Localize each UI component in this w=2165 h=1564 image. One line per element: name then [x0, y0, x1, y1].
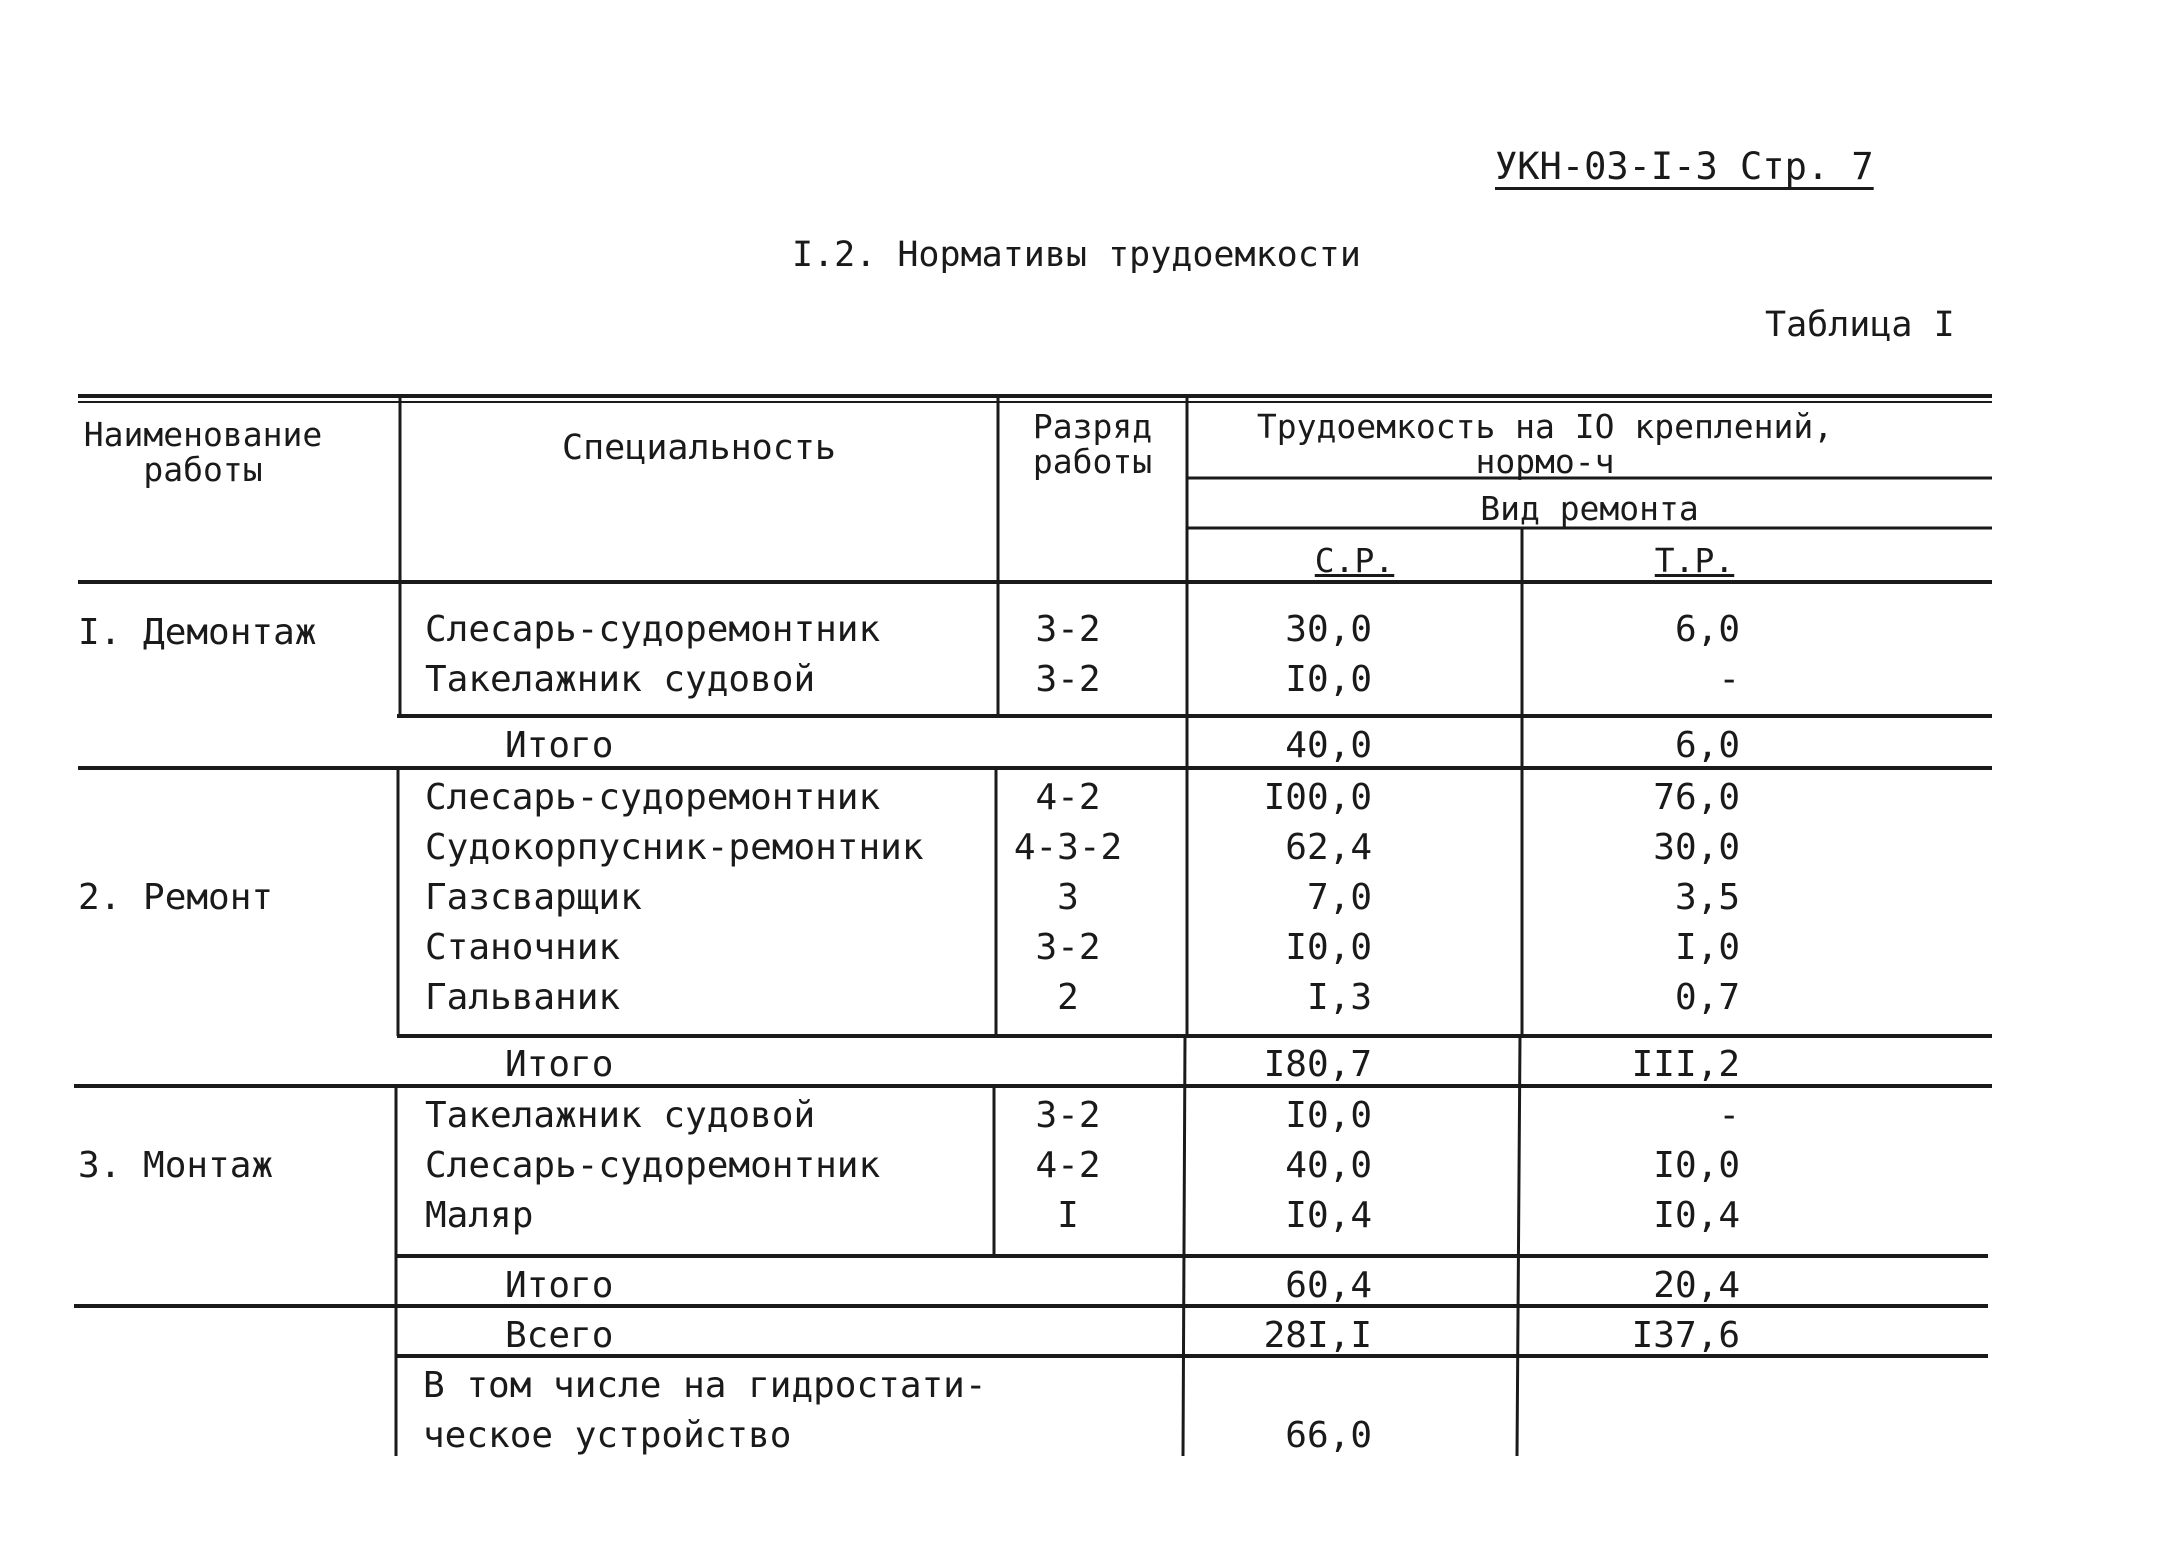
- subtotal-sr: 60,4: [1285, 1265, 1372, 1306]
- specialty-cell: Маляр: [425, 1195, 534, 1236]
- including-sr: 66,0: [1285, 1415, 1372, 1456]
- work-group-name: 2. Ремонт: [78, 877, 274, 918]
- grade-cell: 2: [1057, 977, 1079, 1018]
- grand-total-sr: 28I,I: [1263, 1315, 1372, 1356]
- work-group-name: 3. Монтаж: [78, 1145, 274, 1186]
- sr-cell: I,3: [1306, 977, 1372, 1018]
- subtotal-sr: 40,0: [1285, 725, 1372, 766]
- including-note-line1: В том числе на гидростати-: [423, 1365, 987, 1406]
- sr-cell: 7,0: [1306, 877, 1372, 918]
- tr-cell: -: [1718, 1095, 1740, 1136]
- subtotal-label: Итого: [505, 725, 614, 766]
- subtotal-tr: III,2: [1631, 1044, 1740, 1085]
- sr-cell: I0,0: [1285, 1095, 1372, 1136]
- sr-cell: 40,0: [1285, 1145, 1372, 1186]
- grade-cell: 3-2: [1035, 927, 1101, 968]
- including-note-line2: ческое устройство: [423, 1415, 792, 1456]
- specialty-cell: Такелажник судовой: [425, 1095, 816, 1136]
- specialty-cell: Слесарь-судоремонтник: [425, 1145, 881, 1186]
- grade-cell: I: [1057, 1195, 1079, 1236]
- column-header-work-name: Наименование работы: [83, 415, 323, 489]
- specialty-cell: Станочник: [425, 927, 621, 968]
- sr-cell: I0,4: [1285, 1195, 1372, 1236]
- sr-cell: I0,0: [1285, 927, 1372, 968]
- tr-cell: I0,4: [1653, 1195, 1740, 1236]
- grade-cell: 4-3-2: [1013, 827, 1123, 868]
- grade-cell: 4-2: [1035, 1145, 1101, 1186]
- grand-total-label: Всего: [505, 1315, 614, 1356]
- tr-cell: 0,7: [1674, 977, 1740, 1018]
- column-header-specialty: Специальность: [562, 428, 836, 468]
- grand-total-tr: I37,6: [1631, 1315, 1740, 1356]
- grade-cell: 3-2: [1035, 659, 1101, 700]
- column-header-tr: Т.Р.: [1654, 541, 1735, 580]
- sr-cell: I00,0: [1263, 777, 1372, 818]
- grade-cell: 4-2: [1035, 777, 1101, 818]
- document-id: УКН-03-I-3 Стр. 7: [1495, 145, 1874, 188]
- specialty-cell: Судокорпусник-ремонтник: [425, 827, 924, 868]
- sr-cell: 62,4: [1285, 827, 1372, 868]
- tr-cell: 76,0: [1653, 777, 1740, 818]
- column-header-repair-type: Вид ремонта: [1480, 489, 1699, 528]
- tr-cell: 6,0: [1674, 609, 1740, 650]
- tr-cell: I0,0: [1653, 1145, 1740, 1186]
- specialty-cell: Такелажник судовой: [425, 659, 816, 700]
- specialty-cell: Слесарь-судоремонтник: [425, 777, 881, 818]
- sr-cell: 30,0: [1285, 609, 1372, 650]
- tr-cell: 30,0: [1653, 827, 1740, 868]
- subtotal-label: Итого: [505, 1044, 614, 1085]
- sr-cell: I0,0: [1285, 659, 1372, 700]
- table-number: Таблица I: [1765, 305, 1955, 345]
- subtotal-tr: 20,4: [1653, 1265, 1740, 1306]
- subtotal-sr: I80,7: [1263, 1044, 1372, 1085]
- tr-cell: -: [1718, 659, 1740, 700]
- column-header-grade: Разряд работы: [1032, 407, 1153, 481]
- specialty-cell: Гальваник: [425, 977, 621, 1018]
- work-group-name: I. Демонтаж: [78, 612, 317, 653]
- tr-cell: I,0: [1674, 927, 1740, 968]
- section-title: I.2. Нормативы трудоемкости: [792, 235, 1361, 275]
- grade-cell: 3-2: [1035, 609, 1101, 650]
- tr-cell: 3,5: [1674, 877, 1740, 918]
- subtotal-label: Итого: [505, 1265, 614, 1306]
- subtotal-tr: 6,0: [1674, 725, 1740, 766]
- grade-cell: 3-2: [1035, 1095, 1101, 1136]
- column-header-labor: Трудоемкость на IO креплений, нормо-ч: [1256, 407, 1834, 481]
- column-header-sr: С.Р.: [1314, 541, 1395, 580]
- grade-cell: 3: [1057, 877, 1079, 918]
- specialty-cell: Газсварщик: [425, 877, 642, 918]
- specialty-cell: Слесарь-судоремонтник: [425, 609, 881, 650]
